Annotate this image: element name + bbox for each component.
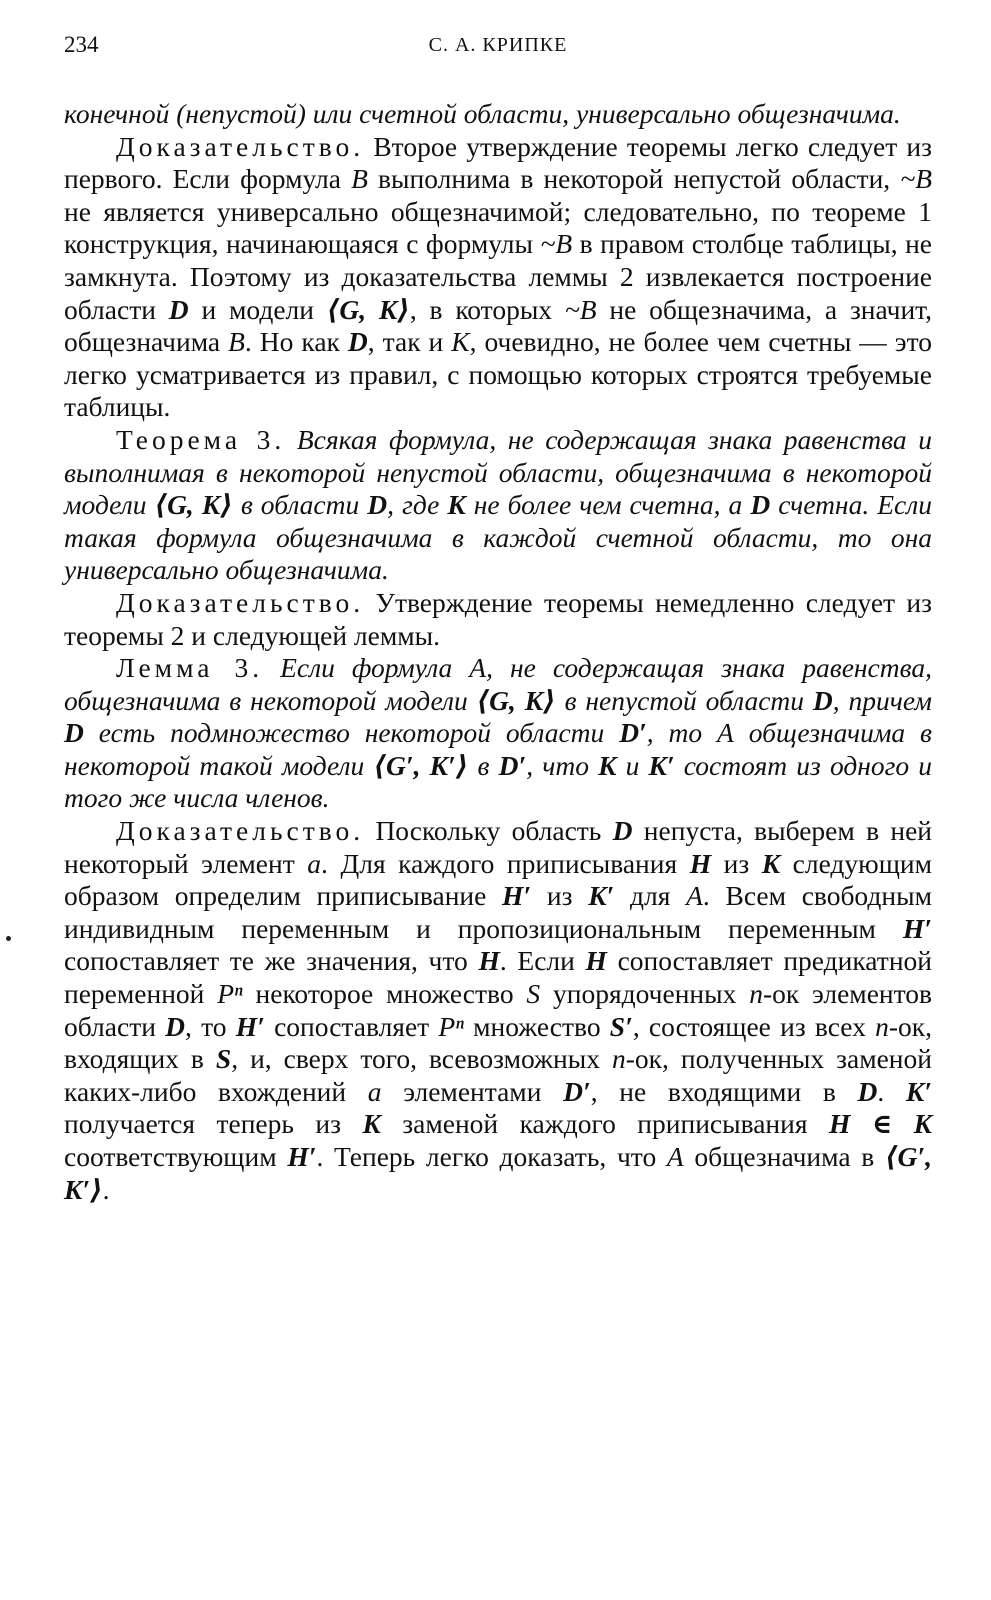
text-run: в правом столбце таблицы, не замкнута. Поэтому из доказательства леммы 2 извлекается построение области [64, 228, 933, 325]
text-run: . [102, 1173, 110, 1205]
math-symbol: K [447, 489, 466, 521]
lemma-label: Лемма 3. [116, 652, 264, 684]
text-run: общезначима в [683, 1141, 885, 1172]
text-run: сопоставляет те же значения, что [64, 945, 479, 977]
math-symbol: K [598, 749, 617, 781]
math-symbol: H [689, 847, 712, 879]
text-run: , то [185, 1010, 236, 1042]
proof-label: Доказательство. [116, 586, 365, 618]
text-run: , в которых [409, 293, 565, 325]
text-run: Поскольку область [364, 815, 613, 847]
text-run: и [616, 749, 649, 781]
math-symbol: n [749, 978, 763, 1010]
math-symbol: A [686, 880, 703, 912]
math-symbol: D [857, 1075, 878, 1107]
text-run: счетна. Если такая формула общезначима в каждой счетной области, то она универсально общезначима. [64, 489, 932, 586]
math-symbol: S [215, 1043, 232, 1075]
math-symbol: n [875, 1010, 889, 1042]
text-run: . [877, 1075, 906, 1107]
math-symbol: ~B [900, 163, 932, 195]
math-symbol: ⟨G, K⟩ [154, 489, 233, 521]
math-symbol: K [761, 847, 781, 879]
running-head: С. А. КРИПКЕ [428, 34, 568, 56]
text-run: упорядоченных [540, 978, 750, 1010]
paragraph-lemma-3 [64, 652, 932, 815]
text-run: , что [526, 749, 599, 781]
text-run: соответствующим [64, 1141, 288, 1172]
text-run: , где [387, 489, 448, 521]
text-run: Второе утверждение теоремы легко следует из первого. Если формула [64, 130, 932, 195]
math-symbol: D [165, 1010, 186, 1042]
math-symbol: D [367, 489, 388, 521]
math-symbol: K [451, 326, 470, 358]
paragraph-theorem-3 [64, 424, 932, 587]
math-symbol: a [367, 1075, 382, 1107]
text-run: . Но как [244, 326, 348, 358]
math-symbol: S′ [609, 1010, 633, 1042]
text-run: следующим образом определим приписывание [64, 847, 932, 912]
text-run: . Если [499, 945, 586, 977]
math-symbol: D [612, 815, 633, 847]
page-number: 234 [64, 32, 99, 57]
text-run: в непустой области [555, 684, 813, 716]
math-symbol: H′ [287, 1141, 317, 1172]
text-run: множество [463, 1010, 610, 1042]
paragraph-proof-theorem-3 [64, 587, 932, 652]
text-run: Утверждение теоремы немедленно следует из теоремы 2 и следующей леммы. [64, 586, 932, 651]
text-run: , не входящими в [590, 1075, 858, 1107]
text-run: не является универсально общезначимой; следовательно, по теореме 1 конструкция, начинающаяся с формулы [64, 195, 932, 260]
paragraph-theorem-continuation [64, 98, 932, 131]
theorem-label: Теорема 3. [116, 423, 286, 455]
text-run: , и, сверх того, всевозможных [231, 1043, 612, 1075]
text-run: и модели [188, 293, 327, 325]
text-run: -ок элементов области [64, 978, 933, 1042]
text-run: сопоставляет предикатной переменной [64, 945, 933, 1010]
text-run: для [614, 880, 687, 912]
text-run: , то А общезначима в некоторой такой модели [64, 717, 932, 781]
math-symbol: ⟨G′, K′⟩ [373, 749, 469, 781]
paragraph-proof-lemma-3 [64, 815, 932, 1206]
text-run: в области [232, 489, 368, 521]
math-symbol: D′ [498, 749, 527, 781]
text-run: Всякая формула, не содержащая знака равенства и выполнимая в некоторой непустой области, общезначима в некоторой модели [64, 423, 932, 521]
text-run: , состоящее из всех [632, 1010, 876, 1042]
math-symbol: ~B [540, 228, 573, 260]
math-symbol: ⟨G′, K′⟩ [64, 1141, 932, 1205]
math-symbol: K′ [588, 880, 615, 912]
text-run: выполнима в некоторой непустой области, [367, 163, 901, 195]
body-text [64, 98, 932, 1206]
math-symbol: Pⁿ [438, 1010, 464, 1042]
math-symbol: K′ [648, 749, 675, 781]
text-run: . Для каждого приписывания [321, 847, 690, 879]
page-header [64, 28, 932, 68]
page [64, 28, 932, 1206]
math-symbol: Pⁿ [217, 978, 243, 1010]
text-run: , причем [832, 684, 932, 716]
math-symbol: a [307, 847, 322, 879]
math-symbol: D [812, 684, 833, 716]
text-run: не более чем счетна, а [465, 489, 751, 521]
text-run: из [531, 880, 589, 912]
math-symbol: D [64, 717, 84, 749]
math-symbol: D [168, 293, 189, 325]
text-run: получается теперь из [64, 1108, 363, 1140]
paragraph-proof-theorem-2 [64, 131, 932, 424]
math-symbol: H ∈ K [828, 1108, 933, 1140]
text-run: . Теперь легко доказать, что [316, 1141, 667, 1172]
math-symbol: n [611, 1043, 626, 1075]
stray-dot [6, 936, 11, 941]
math-symbol: D [347, 326, 368, 358]
text-run: в [468, 749, 499, 781]
text-run: сопоставляет [264, 1010, 439, 1042]
text-run: конечной (непустой) или счетной области, универсально общезначима. [64, 98, 901, 129]
text-run: Если формула А, не содержащая знака равенства, общезначима в некоторой модели [64, 652, 932, 716]
math-symbol: K [362, 1108, 381, 1140]
text-run: элементами [381, 1075, 564, 1107]
proof-label: Доказательство. [116, 815, 365, 847]
text-run: , так и [367, 326, 452, 358]
text-run: , очевидно, не более чем счетны — это легко усматривается из правил, с помощью которых строятся требуемые таблицы. [64, 326, 932, 423]
text-run: -ок, полученных заменой каких-либо вхождений [64, 1043, 932, 1107]
math-symbol: ⟨G, K⟩ [476, 684, 556, 716]
math-symbol: D′ [619, 717, 647, 749]
math-symbol: D [750, 489, 771, 521]
text-run: из [711, 847, 762, 879]
math-symbol: H [585, 945, 607, 977]
math-symbol: ~B [564, 293, 597, 325]
text-run: заменой каждого приписывания [380, 1108, 829, 1140]
text-run: непуста, выберем в ней некоторый элемент [64, 815, 933, 879]
text-run: -ок, входящих в [64, 1010, 932, 1075]
math-symbol: K′ [905, 1075, 932, 1107]
text-run: не общезначима, а значит, общезначима [64, 293, 932, 358]
math-symbol: H′ [902, 912, 932, 944]
text-run: есть подмножество некоторой области [83, 717, 620, 749]
math-symbol: A [666, 1141, 684, 1172]
math-symbol: D′ [563, 1075, 591, 1107]
text-run: некоторое множество [242, 978, 527, 1010]
math-symbol: ⟨G, K⟩ [326, 293, 410, 325]
proof-label: Доказательство. [116, 130, 365, 162]
text-run: . Всем свободным индивидным переменным и пропозициональным переменным [64, 880, 932, 944]
math-symbol: S [526, 978, 541, 1010]
math-symbol: B [228, 326, 245, 358]
math-symbol: H′ [502, 880, 532, 912]
text-run: состоят из одного и того же числа членов. [64, 749, 933, 814]
math-symbol: H′ [235, 1010, 265, 1042]
math-symbol: H [478, 945, 500, 977]
math-symbol: B [351, 163, 368, 195]
